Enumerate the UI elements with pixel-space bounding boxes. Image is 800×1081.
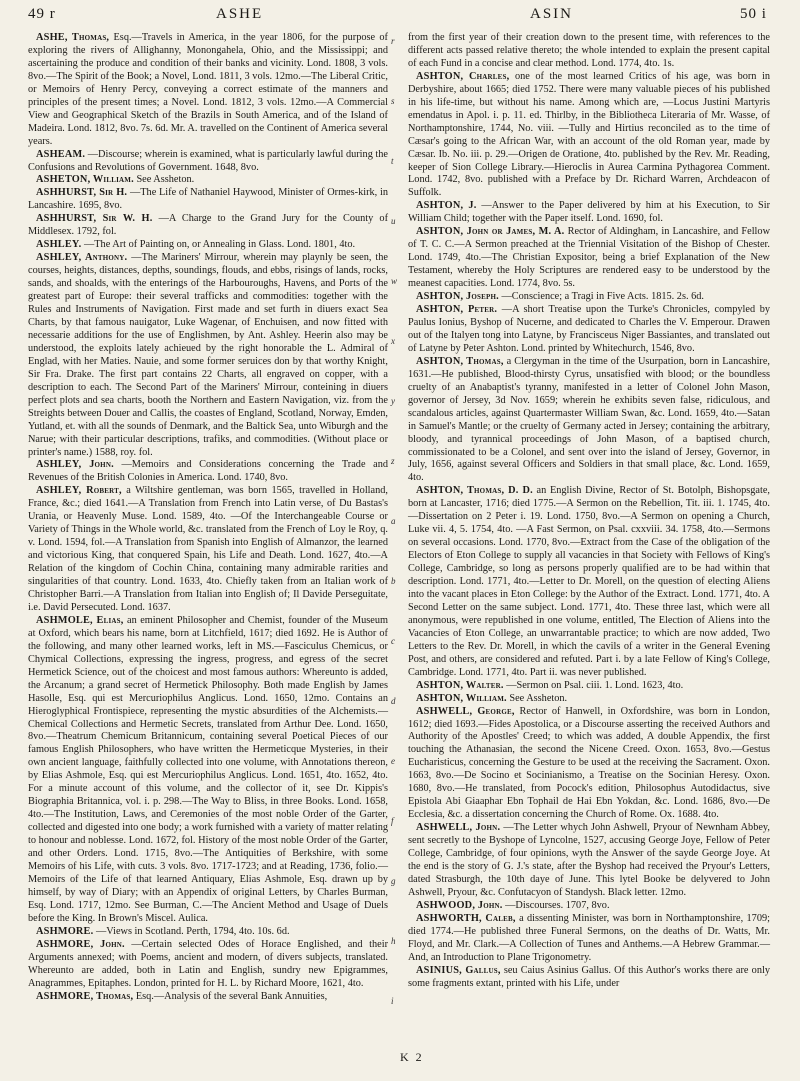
entry-body: —The Life of Nathaniel Haywood, Minister of Ormes-kirk, in Lancashire. 1695, 8vo. [28, 187, 388, 212]
dictionary-entry [28, 485, 388, 615]
dictionary-entry [28, 174, 388, 187]
entry-headword: ASHTON, Thomas, D. D. [416, 485, 533, 497]
dictionary-entry [408, 226, 770, 291]
dictionary-entry [408, 693, 770, 706]
dictionary-entry [28, 187, 388, 213]
gutter-letter: f [391, 816, 394, 826]
folio-right: 50 i [740, 6, 767, 22]
entry-body: seu Caius Asinius Gallus. Of this Author's works there are only some fragments extant, printed with his Life, under [408, 964, 770, 989]
entry-body: a Wiltshire gentleman, was born 1565, travelled in Holland, France, &c.; died 1641.—A Translation from French into Latin verse, of Du Bastas's Urania, or Heavenly Muse. Lond. 1589, 4to. —Of the Interchangeable Course or Variety of Things in the Whole world, &c. translated from the French of Loy le Roy, q. v. Lond. 1594, fol.—A Translation from Spanish into English of Almanzor, the learned and victorious King, that conquered Spain, his Life and Death. Lond. 1627, 4to.—A Relation of the kingdom of Cochin China, containing many admirable rarities and singularities of that country. Lond. 1633, 4to. Chiefly taken from an Italian work of Christopher Barri.—A Translation from Italian into English of; Il Davide Perseguitate, i.e. David Persecuted. Lond. 1637. [28, 485, 388, 613]
entry-body: an English Divine, Rector of St. Botolph, Bishopsgate, born at Lancaster, 1716; died 1775.—A Sermon on the Rebellion, Tit. iii. 1. 1745, 4to.—Dissertation on 2 Peter i. 19. Lond. 1750, 8vo.—A Sermon on opening a Church, Luke vii. 4, 5. 1754, 4to. —A Fast Sermon, on Psal. cxxviii. 34. 1758, 4to.—Sermons on several occasions. Lond. 1770, 8vo.—Extract from the Case of the obligation of the Electors of Eton College to supply all vacancies in that Society with Fellows of King's College, Cambridge, so long as persons properly qualified are to be had within that description. Lond. 1771, 4to.—Letter to Dr. Morell, on the question of electing Aliens into the vacant places in Eton College: by the Author of the Extract. Lond. 1771, 4to. A Second Letter on the same subject. Lond. 1771, 4to. These three last, which were all anonymous, were republished in one volume, entitled, The Election of Aliens into the Vacancies of Eton College, an unwarrantable practice; to which are now added, Two Letters to the Rev. Dr. Morell, in which the cavils of a writer in the General Evening Post, and others, are considered and refuted. Part i. by a late Fellow of King's College, Cambridge. Lond. 1771, 4to. Part ii. was never published. [408, 485, 770, 678]
entry-headword: ASHWELL, John. [416, 822, 501, 834]
entry-headword: ASHTON, J. [416, 200, 477, 212]
left-column [28, 32, 388, 1003]
gutter-letter: d [391, 696, 396, 706]
dictionary-entry [28, 239, 388, 252]
dictionary-entry [28, 939, 388, 991]
right-column [408, 32, 770, 991]
entry-headword: ASHTON, Thomas, [416, 355, 504, 367]
entry-headword: ASHWORTH, Caleb, [416, 912, 516, 924]
dictionary-entry [28, 926, 388, 939]
entry-headword: ASHE, Thomas, [36, 32, 110, 43]
dictionary-entry [28, 991, 388, 1004]
entry-body: from the first year of their creation down to the present time, with references to the different acts passed relative thereto; the whole intended to explain the present capital of each Fund in a concise and clear method. Lond. 1774, 4to. 1s. [408, 32, 770, 69]
entry-headword: ASHMORE, Thomas, [36, 990, 134, 1002]
entry-headword: ASHLEY, John. [36, 459, 114, 471]
dictionary-entry [28, 252, 388, 459]
entry-body: —The Letter whych John Ashwell, Pryour of Newnham Abbey, sent secretly to the Byshope of Lyncolne, 1527, accusing George Joye, Fellow of Peter College, Cambridge, of four opinions, wyth the Answer of the sayde George Joye. At the end is the story of G. J.'s state, after the Byshop had received the Pryour's Letters, dated Strasburgh, the 10th daye of June. This lytel Booke be delyvered to John Ashwell, Pryour, &c. Confutacyon of Standysh. Black letter. 12mo. [408, 822, 770, 898]
entry-body: —Discourses. 1707, 8vo. [505, 899, 610, 911]
entry-headword: ASHTON, John or James, M. A. [416, 226, 565, 238]
entry-body: —The Art of Painting on, or Annealing in Glass. Lond. 1801, 4to. [83, 239, 356, 251]
entry-body: Rector of Hanwell, in Oxfordshire, was born in London, 1612; died 1693.—Fides Apostolica, or a Discourse asserting the received Authors and Authority of the Apostles' Creed; to which was added, A double Appendix, the first touching the Athanasian, the second the Nicene Creed. Oxon. 1653, 8vo.—Gestus Eucharisticus, concerning the Gesture to be used at the receiving the Sacrament. Oxon. 1663, 8vo.—De Socino et Socinianismo, a Treatise on the Socinian Heresy. Oxon. 1680, 8vo.—He translated, from Pocock's edition, Philosophus Autodidactus, sive Epistola Abi Giaaphar Ebn Tophail de Hai Ebn Yokdan, &c. Lond. 1686, 8vo.—De Ecclesia, &c. a dissertation concerning the Church of Rome. Ox. 1688. 4to. [408, 705, 770, 821]
dictionary-entry [28, 459, 388, 485]
gutter-letter: a [391, 516, 396, 526]
entry-body: —Views in Scotland. Perth, 1794, 4to. 10s. 6d. [95, 925, 290, 937]
gutter-letter: b [391, 576, 396, 586]
dictionary-entry [408, 900, 770, 913]
entry-body: See Assheton. [136, 174, 195, 186]
running-header [0, 6, 800, 28]
dictionary-entry [408, 913, 770, 965]
dictionary-entry [408, 32, 770, 71]
dictionary-entry [28, 615, 388, 926]
entry-headword: ASHTON, Walter. [416, 679, 504, 691]
entry-body: —A short Treatise upon the Turke's Chronicles, compyled by Paulus Ionius, Byshop of Nucerne, and dedicated to Charles the V. Emperour. Drawen out of the Italyen tong into Latyne, by Francisceus Niger Bassiantes, and translated out of Latyne by Peter Ashton. Lond. printed by Whitechurch, 1546, 8vo. [408, 304, 770, 354]
signature-mark: K 2 [400, 1050, 424, 1064]
running-title-right: ASIN [530, 6, 574, 22]
dictionary-entry [408, 304, 770, 356]
dictionary-entry [408, 71, 770, 201]
entry-body: Esq.—Analysis of the several Bank Annuities, [135, 990, 328, 1002]
entry-headword: ASHMORE, John. [36, 938, 125, 950]
entry-headword: ASHMOLE, Elias, [36, 614, 124, 626]
dictionary-entry [28, 32, 388, 149]
gutter-letter: c [391, 636, 395, 646]
dictionary-entry [408, 291, 770, 304]
gutter-letter: t [391, 156, 394, 166]
dictionary-entry [28, 213, 388, 239]
gutter-letter: i [391, 996, 394, 1006]
dictionary-entry [408, 200, 770, 226]
entry-headword: ASHETON, William. [36, 174, 134, 186]
entry-headword: ASHWOOD, John. [416, 899, 503, 911]
gutter-marks [389, 36, 403, 1056]
entry-body: one of the most learned Critics of his age, was born in Derbyshire, about 1665; died 1752. There were many valuable pieces of his published in his life-time, but without his name. Among which are, —Locus Justini Martyris emendatus in Apol. i. p. 11. ed. Thirlby, in the Bibliotheca Literaria of Mr. Wasse, of Northamptonshire, 1744, No. viii. —Tully and Hirtius reconciled as to the time of Cæsar's going to the African War, with an account of the old Roman year, made by Cæsar. Ib. No. iii. p. 29.—Origen de Oratione, 4to. published by the Rev. Mr. Reading, keeper of Sion College Library.—Hieroclis in Aurea Carmina Pythagorea Comment. Lond. 1742, 8vo. published with a Preface by Dr. Richard Warren, Archdeacon of Suffolk. [408, 70, 770, 199]
entry-headword: ASHTON, William. [416, 692, 507, 704]
gutter-letter: y [391, 396, 395, 406]
dictionary-entry [408, 822, 770, 900]
gutter-letter: g [391, 876, 396, 886]
gutter-letter: h [391, 936, 396, 946]
entry-headword: ASHMORE. [36, 925, 94, 937]
dictionary-entry [408, 706, 770, 823]
gutter-letter: z [391, 456, 395, 466]
folio-left: 49 r [28, 6, 56, 22]
entry-headword: ASHHURST, Sir H. [36, 187, 128, 199]
entry-headword: ASHTON, Joseph. [416, 291, 499, 303]
entry-body: —Sermon on Psal. ciii. 1. Lond. 1623, 4to. [506, 679, 684, 691]
dictionary-entry [28, 149, 388, 175]
entry-headword: ASHHURST, Sir W. H. [36, 213, 153, 225]
entry-headword: ASHTON, Peter. [416, 304, 498, 316]
entry-body: Esq.—Travels in America, in the year 1806, for the purpose of exploring the rivers of Allighanny, Monongahela, Ohio, and the Mississippi; and ascertaining the produce and condition of their banks and vicinity. Lond. 1808, 3 vols. 8vo.—The Spirit of the Book; a Novel, Lond. 1811, 3 vols. 12mo.—The Liberal Critic, or Memoirs of Henry Percy, conveying a correct estimate of the manners and principles of the present times; a Novel. Lond. 1812, 3 vols. 12mo.—A Commercial View and Geographical Sketch of the Brazils in South America, and of the Island of Madeira. Lond. 1812, 8vo. 7s. 6d. Mr. A. travelled on the Continent of America several years. [28, 32, 388, 147]
entry-body: —The Mariners' Mirrour, wherein may playnly be seen, the courses, heights, distances, depths, soundings, flouds, and ebbs, risings of lands, rocks, sands, and shoalds, with the enterings of the Harbouroughs, Havens, and Ports of the greatest part of Europe: their several trafficks and commodities: together with the Rules and Instruments of Navigation. First made and set furth in diuers exact Sea Charts, by that famous nauigator, Luke Wagenar, of Enchuisen, and now fitted with necessarie additions for the use of Englishmen, by Ant. Ashley. Heerin also may be understood, the exploits lately achieued by the right honorable the L. Admiral of Englad, with her Maties. Nauie, and some former seruices don by that worthy Knight, Sir Fra. Drake. The first part contains 22 Charts, all engraved on copper, with a description to each. The Second Part of the Mariners' Mirrour, conteining in diuers perfect plots and sea charts, booth the Northern and Eastern Navigation, viz. from the Streights between Douer and Callis, the coastes of England, Scotland, Norway, Emden, Yutland, et. with all the sounds of Denmark, and the Baltick Sea, unto Wiburgh and the Narue; with their particular descriptions, trafiks, and commodities. (Without place or printer's name.) 1588, roy. fol. [28, 252, 389, 458]
dictionary-entry [408, 485, 770, 679]
entry-headword: ASHLEY. [36, 239, 82, 251]
entry-body: —A Charge to the Grand Jury for the County of Middlesex. 1792, fol. [28, 213, 389, 238]
entry-body: Rector of Aldingham, in Lancashire, and Fellow of T. C. C.—A Sermon preached at the Triennial Visitation of the Bishop of Chester. Lond. 1749, 4to.—The Christian Expositor, being a brief Explanation of the New Testament, whereby the Holy Scriptures are rendered easy to be understood by the meanest capacities. Lond. 1774, 8vo. 5s. [408, 226, 771, 290]
gutter-letter: x [391, 336, 395, 346]
entry-headword: ASHTON, Charles, [416, 70, 510, 82]
entry-body: a Clergyman in the time of the Usurpation, born in Lancashire, 1631.—He published, Blood-thirsty Cyrus, unsatisfied with blood; or the boundless cruelty of an Anabaptist's tyranny, manifested in a letter of Colonel John Mason, governor of Jersey, 3d Nov. 1659; wherein he exhibits seven false, ridiculous, and scandalous articles, against Quartermaster William Swan, &c. Lond. 1659, 4to.—Satan in Samuel's Mantle; or the cruelty of Germany acted in Jersey; containing the arbitrary, bloody, and tyrannical proceedings of John Mason, of a baptised church, commissionated to be a Colonel, and sent over into the island of Jersey, Governor, in July, 1656, against several Officers and Soldiers in that small place, &c. Lond. 1659, 4to. [408, 355, 770, 484]
entry-body: —Conscience; a Tragi in Five Acts. 1815. 2s. 6d. [501, 291, 704, 303]
gutter-letter: r [391, 36, 395, 46]
entry-body: —Memoirs and Considerations concerning the Trade and Revenues of the British Colonies in America. Lond. 1740, 8vo. [28, 459, 388, 484]
entry-body: an eminent Philosopher and Chemist, founder of the Museum at Oxford, which bears his name, born at Litchfield, 1617; died 1692. He is Author of the following, and many other learned works, left in MS.—Fasciculus Chemicus, or Chymical Collections, expressing the ingress, progress, and egress of the secret Hermetick Science, out of the choicest and most famous authors: Whereunto is added, the Arcanum; a grand secret of Hermetick Philosophy. Both made English by James Hasolle, Esq. qui est Mercuriophilus Anglicus. Lond. 1650, 12mo. Contains an Hieroglyphical Frontispiece, representing the mystic absurdities of the Alchemists.—Chemical Collections and Hermetic Secrets, translated from Arthur Dee. Lond. 1650, 8vo.—Theatrum Chemicum Britannicum, containing several Poetical Pieces of our famous English Philosophers, who have written the Hermeticque Mysteries, in their own ancient language, faithfully collected into one volume, with Annotations thereon, by Elias Ashmole, Esq. qui est Mercuriophilus Anglicus. Lond. 1651, 4to. 1652, 4to. For a minute account of this volume, and the collector of it, see Dr. Kippis's Biographia Britannica, vol. i. p. 298.—The Way to Bliss, in three Books. Lond. 1658, 4to.—The Institution, Laws, and Ceremonies of the most noble Order of the Garter, collected and digested into one body; a work furnished with a variety of matter relating to honour and noblesse. Lond. 1672, fol. History of the most noble Order of the Garter, and other Orders. Lond. 1715, 8vo.—The Antiquities of Berkshire, with some Memoirs of his Life, with cuts. 3 vols. 8vo. 1717-1723; and at Reading, 1736, folio.—Memoirs of the Life of that learned Antiquary, Elias Ashmole, Esq. drawn up by himself, by way of Diary; with an Appendix of original Letters, by Charles Burman, Esq. Lond. 1717, 12mo. See Burman, C.—The Ancient Method and Usage of Duels before the King. In Brown's Miscel. Aulica. [28, 614, 388, 924]
entry-body: —Answer to the Paper delivered by him at his Execution, to Sir William Child; together with the Paper itself. Lond. 1690, fol. [408, 200, 771, 225]
entry-headword: ASINIUS, Gallus, [416, 964, 501, 976]
gutter-letter: w [391, 276, 398, 286]
running-title-left: ASHE [216, 6, 264, 22]
gutter-letter: s [391, 96, 395, 106]
dictionary-entry [408, 356, 770, 486]
entry-headword: ASHWELL, George, [416, 705, 515, 717]
entry-headword: ASHEAM. [36, 148, 86, 160]
entry-body: See Assheton. [509, 692, 568, 704]
entry-body: a dissenting Minister, was born in Northamptonshire, 1709; died 1774.—He published three Funeral Sermons, on the deaths of Dr. Watts, Mr. Floyd, and Mr. Clark.—A Collection of Tunes and Anthems.—A Hebrew Grammar.—And, an Introduction to Plane Trigonometry. [408, 912, 770, 963]
gutter-letter: e [391, 756, 395, 766]
entry-headword: ASHLEY, Anthony. [36, 252, 128, 264]
dictionary-entry [408, 680, 770, 693]
dictionary-entry [408, 965, 770, 991]
entry-body: —Discourse; wherein is examined, what is particularly lawful during the Confusions and Revolutions of Government. 1648, 8vo. [28, 148, 388, 173]
entry-body: —Certain selected Odes of Horace Englished, and their Arguments annexed; with Poems, ancient and modern, of divers subjects, translated. Whereunto are added, both in Latin and English, sundry new Epigrammes, Anagrammes, Epitaphes. London, printed for H. L. by Richard Moore, 1621, 4to. [28, 938, 388, 989]
entry-headword: ASHLEY, Robert, [36, 485, 122, 497]
gutter-letter: u [391, 216, 396, 226]
